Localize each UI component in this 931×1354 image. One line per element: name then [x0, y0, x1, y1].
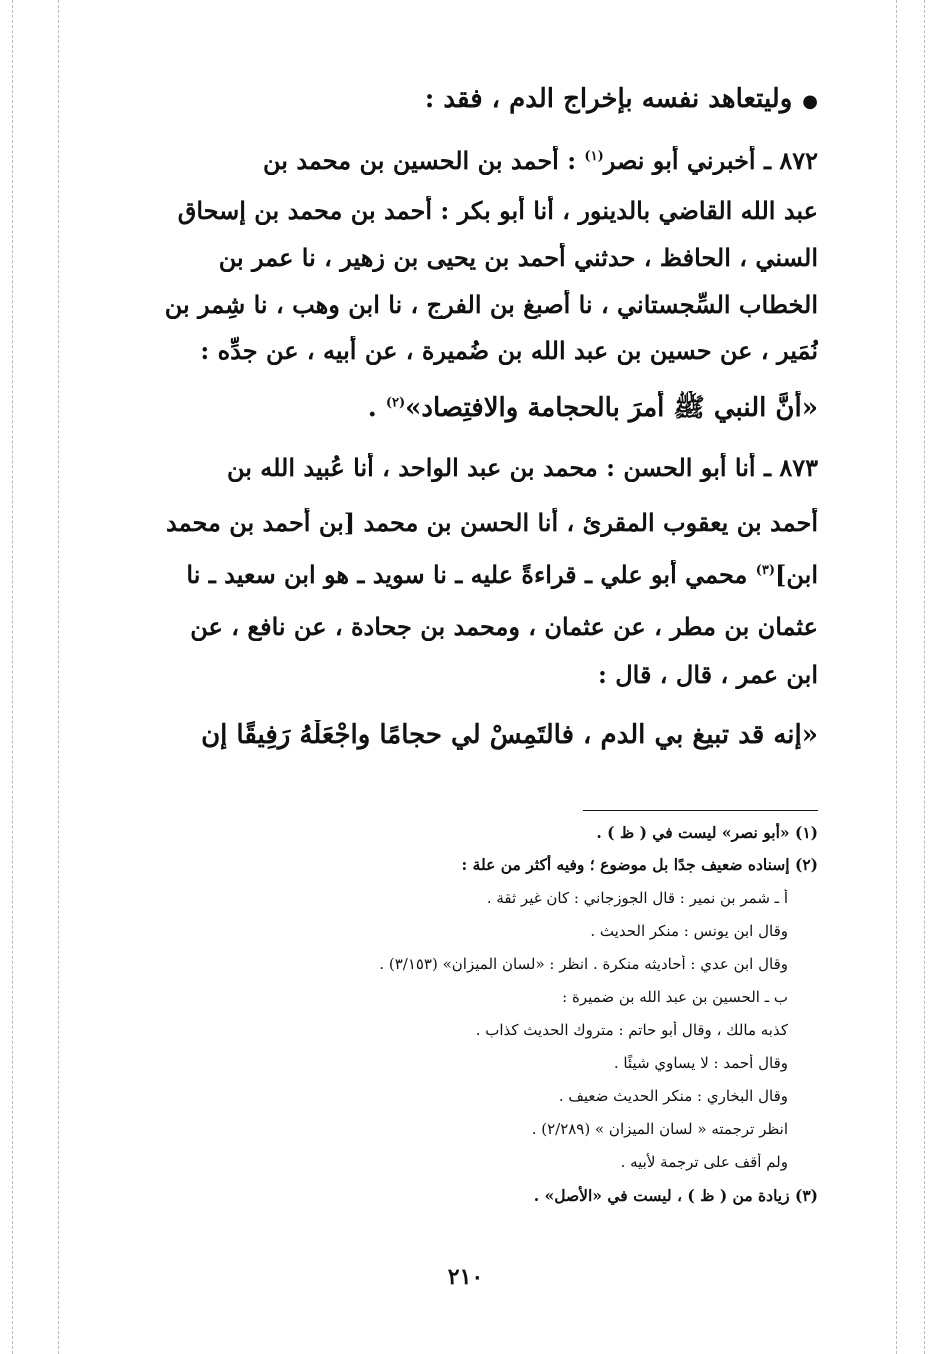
para-872-line-1: ٨٧٢ ـ أخبرني أبو نصر$^{(١)}$ : أحمد بن الحسين بن محمد بن — [263, 146, 818, 175]
footnote-2-d: ب ـ الحسين بن عبد الله بن ضميرة : — [562, 988, 788, 1006]
para-873-line-2: أحمد بن يعقوب المقرئ ، أنا الحسن بن محمد [بن أحمد بن محمد — [166, 508, 818, 537]
page-number: ٢١٠ — [447, 1264, 484, 1290]
footnote-2-c: وقال ابن عدي : أحاديثه منكرة . انظر : «لسان الميزان» (٣/١٥٣) . — [379, 955, 788, 973]
footnote-1: (١) «أبو نصر» ليست في ( ظ ) . — [596, 823, 818, 842]
bullet-icon: ● — [802, 91, 818, 112]
hadith-873: «إنه قد تبيغ بي الدم ، فالتَمِسْ لي حجامًا واجْعَلْهُ رَفِيقًا إن — [201, 720, 818, 750]
para-873-line-1: ٨٧٣ ـ أنا أبو الحسن : محمد بن عبد الواحد ، أنا عُبيد الله بن — [226, 453, 818, 482]
scan-edge-right — [924, 0, 925, 1354]
footnote-ref-3: (٣) — [755, 563, 776, 578]
footnote-2-g: وقال البخاري : منكر الحديث ضعيف . — [558, 1087, 788, 1105]
footnote-ref-2: (٢) — [385, 395, 406, 411]
hadith-872: «أنَّ النبي ﷺ أمرَ بالحجامة والافتِصاد»$^{(٢)}$ . — [367, 393, 818, 423]
footnote-3: (٣) زيادة من ( ظ ) ، ليست في «الأصل» . — [533, 1186, 818, 1205]
footnote-separator — [583, 810, 818, 811]
footnote-2: (٢) إسناده ضعيف جدًا بل موضوع ؛ وفيه أكثر من علة : — [461, 855, 818, 874]
para-872-line-3: السني ، الحافظ ، حدثني أحمد بن يحيى بن زهير ، نا عمر بن — [218, 243, 818, 272]
scan-edge-right-inner — [896, 0, 897, 1354]
para-872-line-2: عبد الله القاضي بالدينور ، أنا أبو بكر : أحمد بن محمد بن إسحاق — [177, 196, 818, 225]
para-872-line-4: الخطاب السِّجستاني ، نا أصبغ بن الفرج ، نا ابن وهب ، نا شِمر بن — [164, 290, 818, 319]
para-873-line-3: ابن]$^{(٣)}$ محمي أبو علي ـ قراءةً عليه ـ نا سويد ـ هو ابن سعيد ـ نا — [186, 560, 818, 589]
footnote-2-i: ولم أقف على ترجمة لأبيه . — [620, 1153, 788, 1171]
footnote-2-b: وقال ابن يونس : منكر الحديث . — [590, 922, 788, 940]
scan-edge-left — [12, 0, 13, 1354]
footnote-2-f: وقال أحمد : لا يساوي شيئًا . — [613, 1054, 788, 1072]
section-heading: ●وليتعاهد نفسه بإخراج الدم ، فقد : — [424, 84, 818, 114]
scan-edge-left-inner — [58, 0, 59, 1354]
footnote-2-h: انظر ترجمته « لسان الميزان » (٢/٢٨٩) . — [531, 1120, 788, 1138]
footnote-2-e: كذبه مالك ، وقال أبو حاتم : متروك الحديث كذاب . — [475, 1021, 788, 1039]
para-873-line-4: عثمان بن مطر ، عن عثمان ، ومحمد بن جحادة ، عن نافع ، عن — [190, 612, 818, 641]
para-873-line-5: ابن عمر ، قال ، قال : — [598, 660, 818, 689]
para-872-line-5: نُمَير ، عن حسين بن عبد الله بن ضُميرة ، عن أبيه ، عن جدِّه : — [200, 336, 818, 365]
footnote-2-a: أ ـ شمر بن نمير : قال الجوزجاني : كان غير ثقة . — [486, 889, 788, 907]
footnote-ref-1: (١) — [584, 149, 604, 164]
